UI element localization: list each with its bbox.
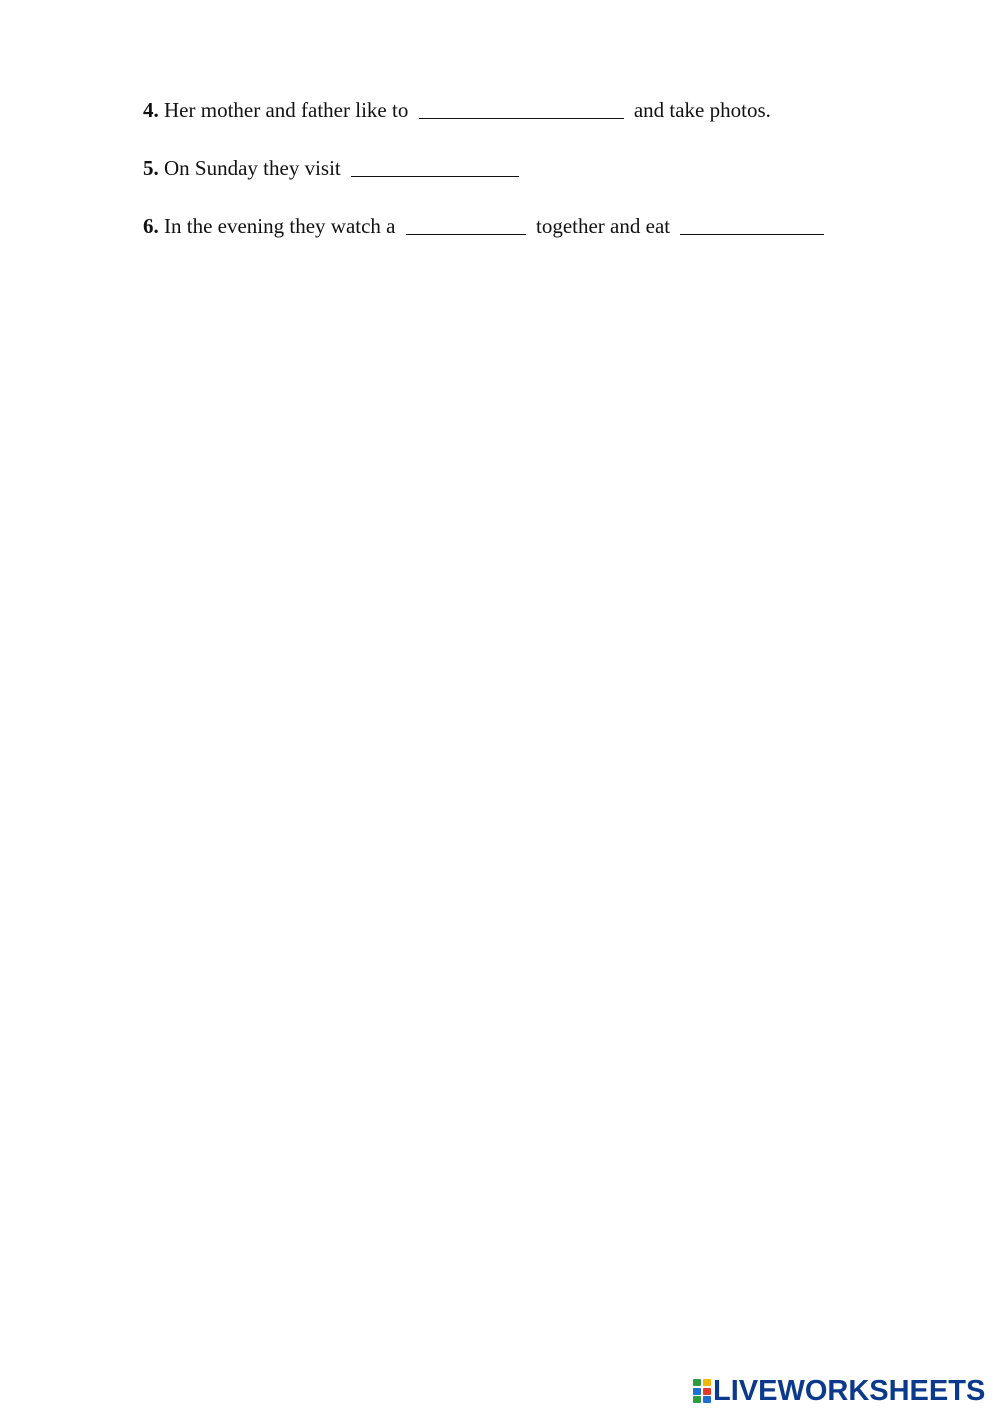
question-number: 6. (143, 214, 159, 238)
question-5 (143, 155, 519, 180)
answer-blank[interactable] (406, 215, 526, 235)
question-text: Her mother and father like to (164, 98, 409, 122)
answer-blank[interactable] (419, 99, 624, 119)
question-text: together and eat (536, 214, 671, 238)
liveworksheets-logo[interactable] (693, 1376, 985, 1406)
question-number: 5. (143, 156, 159, 180)
question-text: In the evening they watch a (164, 214, 396, 238)
question-number: 4. (143, 98, 159, 122)
answer-blank[interactable] (351, 157, 519, 177)
brand-name: LIVEWORKSHEETS (713, 1375, 986, 1407)
question-text: and take photos. (633, 98, 771, 122)
question-6 (143, 213, 824, 238)
question-text: On Sunday they visit (164, 156, 341, 180)
answer-blank[interactable] (680, 215, 824, 235)
liveworksheets-logo-icon (693, 1379, 711, 1403)
question-4 (143, 97, 771, 122)
